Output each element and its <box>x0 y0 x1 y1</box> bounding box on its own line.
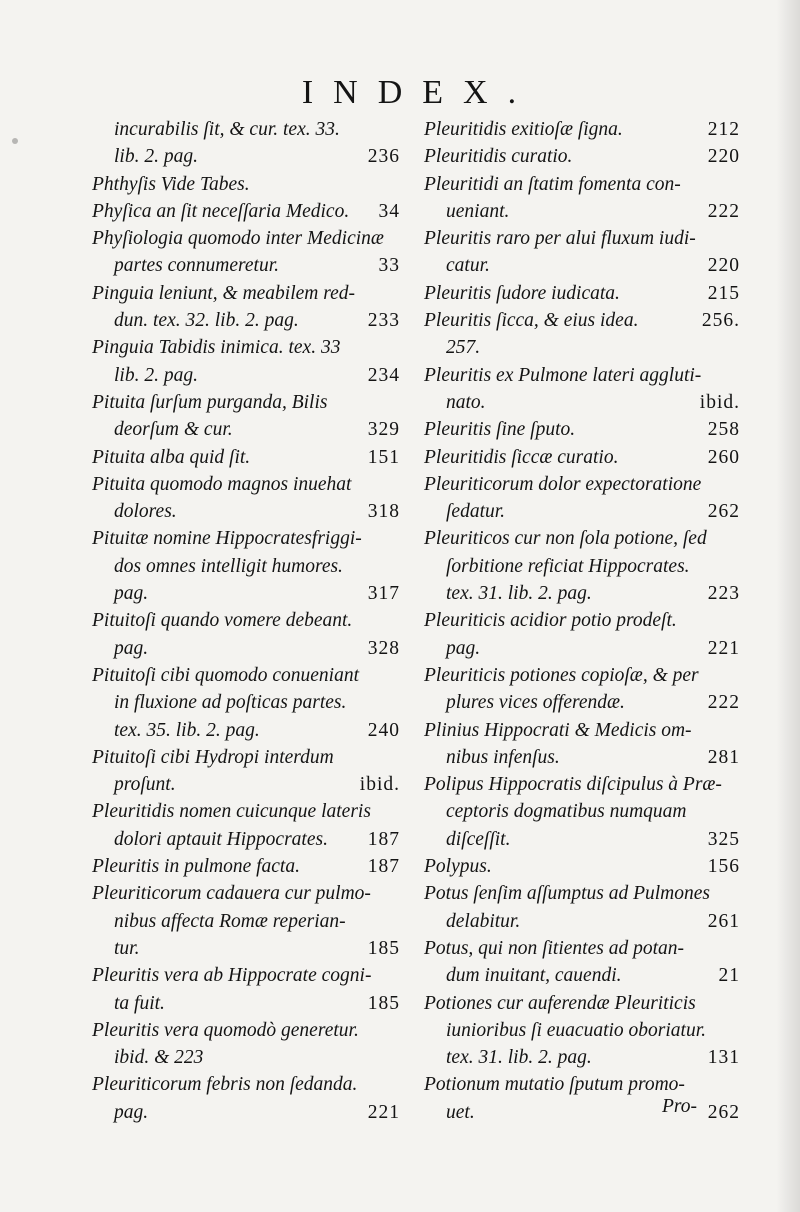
ink-spot <box>12 138 18 144</box>
entry-text: in fluxione ad poſticas partes. <box>114 692 347 714</box>
page-reference: 240 <box>367 719 400 741</box>
page-reference: 221 <box>367 1101 400 1123</box>
entry-text: Pinguia Tabidis inimica. tex. 33 <box>92 337 341 359</box>
page-reference: 215 <box>707 282 740 304</box>
index-entry-line <box>92 498 400 525</box>
page-reference: 221 <box>707 637 740 659</box>
index-entry-line <box>424 826 740 853</box>
entry-text: tur. <box>114 937 140 959</box>
catchword: Pro- <box>662 1096 698 1117</box>
index-entry-line <box>424 798 740 825</box>
index-entry-line <box>424 416 740 443</box>
page-title: INDEX. <box>301 74 537 111</box>
index-entry-line <box>424 962 740 989</box>
entry-text: Pleuritis raro per alui fluxum iudi- <box>424 228 696 250</box>
index-entry-line <box>424 662 740 689</box>
index-entry-line <box>92 362 400 389</box>
entry-text: ibid. & 223 <box>114 1047 204 1069</box>
entry-text: Pleuritis in pulmone facta. <box>92 856 300 878</box>
entry-text: pag. <box>114 583 149 605</box>
index-entry-line <box>424 935 740 962</box>
entry-text: delabitur. <box>446 910 521 932</box>
index-entry-line <box>424 171 740 198</box>
index-entry-line <box>92 307 400 334</box>
index-entry-line <box>92 525 400 552</box>
entry-text: Pleuriticos cur non ſola potione, ſed <box>424 528 707 550</box>
page-reference: 262 <box>707 501 740 523</box>
page-reference: 220 <box>707 255 740 277</box>
index-entry-line <box>424 635 740 662</box>
page-reference: 212 <box>707 119 740 140</box>
entry-text: iunioribus ſi euacuatio oboriatur. <box>446 1019 707 1041</box>
entry-text: Phthyſis Vide Tabes. <box>92 173 250 195</box>
entry-text: Pleuritis ſicca, & eius idea. <box>424 310 639 332</box>
page-reference: ibid. <box>699 391 740 413</box>
entry-text: Pleuriticorum dolor expectoratione <box>424 473 702 495</box>
entry-text: dolores. <box>114 501 177 523</box>
index-entry-line <box>424 580 740 607</box>
entry-text: Pleuritis ſine ſputo. <box>424 419 576 441</box>
page-reference: 151 <box>367 446 400 468</box>
page-reference: 234 <box>367 364 400 386</box>
entry-text: tex. 31. lib. 2. pag. <box>446 583 592 605</box>
entry-text: Pleuritis ſudore iudicata. <box>424 282 620 304</box>
entry-text: ſedatur. <box>446 501 506 523</box>
page-reference: 328 <box>367 637 400 659</box>
entry-text: Pleuritis vera ab Hippocrate cogni- <box>92 965 372 987</box>
index-entry-line <box>92 607 400 634</box>
entry-text: tex. 35. lib. 2. pag. <box>114 719 260 741</box>
index-entry-line <box>424 880 740 907</box>
entry-text: Polipus Hippocratis diſcipulus à Præ- <box>424 774 722 796</box>
index-entry-line <box>424 334 740 361</box>
entry-text: Pituita alba quid ſit. <box>92 446 251 468</box>
index-entry-line <box>424 1044 740 1071</box>
index-entry-line <box>424 362 740 389</box>
entry-text: Pleuritis ex Pulmone lateri aggluti- <box>424 364 702 386</box>
entry-text: Pleuriticis acidior potio prodeſt. <box>424 610 677 632</box>
page-reference: 281 <box>707 746 740 768</box>
entry-text: Pleuriticorum cadauera cur pulmo- <box>92 883 371 905</box>
entry-text: Pituitoſi cibi quomodo conueniant <box>92 664 360 686</box>
index-entry-line <box>424 116 740 143</box>
entry-text: Potionum mutatio ſputum promo- <box>424 1074 685 1096</box>
page-reference: 131 <box>707 1047 740 1069</box>
entry-text: Plinius Hippocrati & Medicis om- <box>424 719 692 741</box>
page-reference: 21 <box>718 965 740 987</box>
index-entry-line <box>424 198 740 225</box>
index-entry-line <box>92 826 400 853</box>
index-entry-line <box>92 990 400 1017</box>
index-entry-line <box>92 908 400 935</box>
entry-text: lib. 2. pag. <box>114 364 198 386</box>
entry-text: Pituita quomodo magnos inuehat <box>92 473 352 495</box>
index-entry-line <box>92 280 400 307</box>
page-reference: 156 <box>707 856 740 878</box>
entry-text: nibus infenſus. <box>446 746 560 768</box>
entry-text: pag. <box>114 1101 149 1123</box>
entry-text: ſorbitione reficiat Hippocrates. <box>446 555 690 577</box>
page-reference: 220 <box>707 146 740 168</box>
entry-text: incurabilis ſit, & cur. tex. 33. <box>114 119 340 140</box>
index-entry-line <box>424 990 740 1017</box>
entry-text: ueniant. <box>446 200 510 222</box>
index-entry-line <box>92 798 400 825</box>
index-entry-line <box>424 471 740 498</box>
page-reference: 329 <box>367 419 400 441</box>
index-entry-line <box>92 717 400 744</box>
entry-text: lib. 2. pag. <box>114 146 198 168</box>
entry-text: dos omnes intelligit humores. <box>114 555 343 577</box>
index-entry-line <box>92 116 400 143</box>
index-entry-line <box>92 1099 400 1126</box>
page-reference: 325 <box>707 828 740 850</box>
index-entry-line <box>424 225 740 252</box>
entry-text: ceptoris dogmatibus numquam <box>446 801 687 823</box>
page-reference: 233 <box>367 310 400 332</box>
index-entry-line <box>92 935 400 962</box>
index-entry-line <box>92 389 400 416</box>
page-reference: 258 <box>707 419 740 441</box>
index-entry-line <box>92 198 400 225</box>
index-entry-line <box>424 553 740 580</box>
index-entry-line <box>92 1071 400 1098</box>
page-reference: 33 <box>378 255 400 277</box>
entry-text: Pleuriticorum febris non ſedanda. <box>92 1074 358 1096</box>
index-entry-line <box>424 525 740 552</box>
index-entry-line <box>424 607 740 634</box>
index-entry-line <box>92 471 400 498</box>
index-entry-line <box>92 334 400 361</box>
index-entry-line <box>424 744 740 771</box>
entry-text: Pleuritis vera quomodò generetur. <box>92 1019 359 1041</box>
entry-text: Pleuritidis exitioſæ ſigna. <box>424 119 623 140</box>
index-entry-line <box>92 252 400 279</box>
index-entry-line <box>424 908 740 935</box>
entry-text: pag. <box>446 637 481 659</box>
entry-text: Pleuriticis potiones copioſæ, & per <box>424 664 699 686</box>
page-reference: 318 <box>367 501 400 523</box>
index-entry-line <box>92 225 400 252</box>
index-entry-line <box>92 689 400 716</box>
index-entry-line <box>92 880 400 907</box>
entry-text: dum inuitant, cauendi. <box>446 965 622 987</box>
index-entry-line <box>92 553 400 580</box>
entry-text: diſceſſit. <box>446 828 511 850</box>
index-entry-line <box>92 444 400 471</box>
entry-text: proſunt. <box>114 774 176 796</box>
index-entry-line <box>92 962 400 989</box>
entry-text: plures vices offerendæ. <box>446 692 625 714</box>
index-entry-line <box>92 853 400 880</box>
page-reference: 187 <box>367 856 400 878</box>
page-reference: 222 <box>707 692 740 714</box>
entry-text: Potiones cur auferendæ Pleuriticis <box>424 992 696 1014</box>
entry-text: uet. <box>446 1101 475 1123</box>
entry-text: tex. 31. lib. 2. pag. <box>446 1047 592 1069</box>
page-reference: 256. <box>701 310 740 332</box>
index-entry-line <box>92 171 400 198</box>
entry-text: Pituitoſi cibi Hydropi interdum <box>92 746 334 768</box>
index-entry-line <box>424 717 740 744</box>
index-entry-line <box>424 1071 740 1098</box>
page-reference: 223 <box>707 583 740 605</box>
page-reference: 261 <box>707 910 740 932</box>
page-reference: 187 <box>367 828 400 850</box>
index-entry-line <box>424 307 740 334</box>
entry-text: Pituita ſurſum purganda, Bilis <box>92 391 328 413</box>
entry-text: nato. <box>446 391 486 413</box>
page-reference: 317 <box>367 583 400 605</box>
entry-text: pag. <box>114 637 149 659</box>
page-reference: 34 <box>378 200 400 222</box>
left-index-column <box>92 116 400 1126</box>
index-entry-line <box>424 444 740 471</box>
entry-text: Pleuritidis curatio. <box>424 146 573 168</box>
entry-text: ta fuit. <box>114 992 165 1014</box>
entry-text: Phyſica an ſit neceſſaria Medico. <box>92 200 350 222</box>
index-entry-line <box>424 389 740 416</box>
entry-text: Pleuritidis ſiccæ curatio. <box>424 446 619 468</box>
page-reference: 262 <box>707 1101 740 1123</box>
index-entry-line <box>424 498 740 525</box>
index-entry-line <box>424 143 740 170</box>
index-entry-line <box>424 280 740 307</box>
entry-text: Potus, qui non ſitientes ad potan- <box>424 937 684 959</box>
index-entry-line <box>92 143 400 170</box>
index-entry-line <box>424 689 740 716</box>
entry-text: Pituitoſi quando vomere debeant. <box>92 610 353 632</box>
page-reference: 185 <box>367 937 400 959</box>
entry-text: dun. tex. 32. lib. 2. pag. <box>114 310 299 332</box>
page-reference: 236 <box>367 146 400 168</box>
index-entry-line <box>424 252 740 279</box>
index-entry-line <box>92 1044 400 1071</box>
index-entry-line <box>92 662 400 689</box>
entry-text: catur. <box>446 255 490 277</box>
index-entry-line <box>92 1017 400 1044</box>
page-reference: ibid. <box>359 774 400 796</box>
entry-text: Potus ſenſim aſſumptus ad Pulmones <box>424 883 710 905</box>
page-reference: 185 <box>367 992 400 1014</box>
page-reference: 222 <box>707 200 740 222</box>
entry-text: Pituitæ nomine Hippocratesfriggi- <box>92 528 362 550</box>
index-entry-line <box>424 853 740 880</box>
entry-text: Pleuritidis nomen cuicunque lateris <box>92 801 371 823</box>
entry-text: Pinguia leniunt, & meabilem red- <box>92 282 356 304</box>
entry-text: dolori aptauit Hippocrates. <box>114 828 328 850</box>
entry-text: deorſum & cur. <box>114 419 233 441</box>
entry-text: nibus affecta Romæ reperian- <box>114 910 346 932</box>
entry-text: 257. <box>446 337 481 359</box>
entry-text: partes connumeretur. <box>114 255 280 277</box>
entry-text: Phyſiologia quomodo inter Medicinæ <box>92 228 384 250</box>
right-index-column <box>424 116 740 1126</box>
entry-text: Polypus. <box>424 856 492 878</box>
index-entry-line <box>92 580 400 607</box>
index-entry-line <box>92 416 400 443</box>
index-entry-line <box>92 635 400 662</box>
index-entry-line <box>92 744 400 771</box>
entry-text: Pleuritidi an ſtatim fomenta con- <box>424 173 681 195</box>
index-entry-line <box>424 771 740 798</box>
index-entry-line <box>424 1017 740 1044</box>
page-reference: 260 <box>707 446 740 468</box>
index-entry-line <box>92 771 400 798</box>
